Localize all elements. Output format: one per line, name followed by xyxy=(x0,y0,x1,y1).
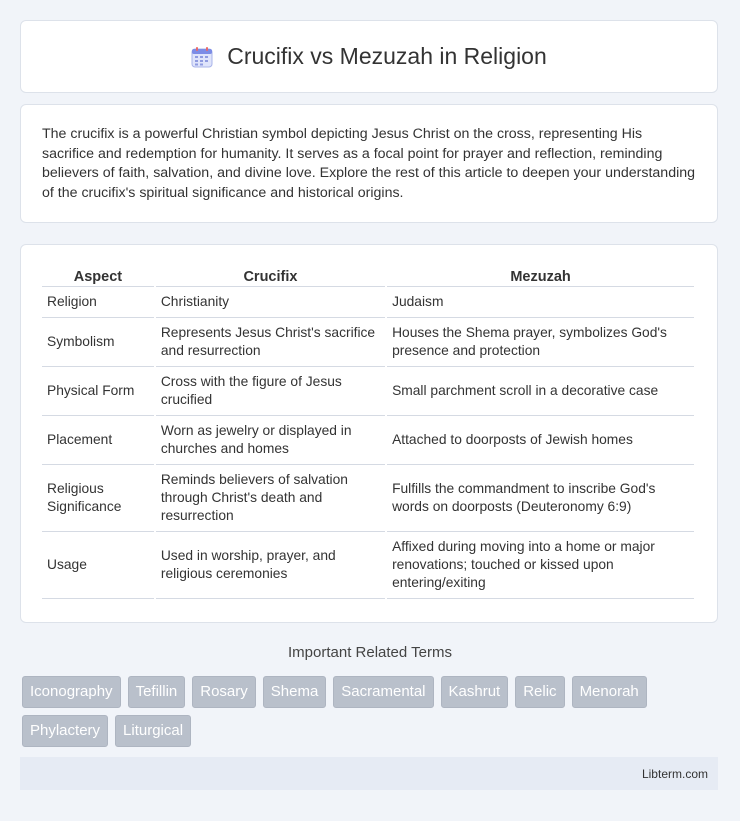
table-header-row xyxy=(42,265,694,287)
related-term-tag[interactable]: Relic xyxy=(515,676,564,708)
related-term-tag[interactable]: Kashrut xyxy=(441,676,509,708)
aspect-cell: Religion xyxy=(42,287,154,318)
intro-text: The crucifix is a powerful Christian symbol depicting Jesus Christ on the cross, representing His sacrifice and redemption for humanity. It serves as a focal point for prayer and reflection, reminding believers of faith, salvation, and divine love. Explore the rest of this article to deepen your understanding of the crucifix's spiritual significance and historical origins. xyxy=(42,126,696,201)
related-term-tag[interactable]: Liturgical xyxy=(115,715,191,747)
column-header: Mezuzah xyxy=(387,265,694,287)
mezuzah-cell: Judaism xyxy=(387,287,694,318)
mezuzah-cell: Houses the Shema prayer, symbolizes God's presence and protection xyxy=(387,318,694,367)
crucifix-cell: Christianity xyxy=(156,287,385,318)
intro-card xyxy=(20,104,718,223)
mezuzah-cell: Fulfills the commandment to inscribe God's words on doorposts (Deuteronomy 6:9) xyxy=(387,465,694,532)
aspect-cell: Symbolism xyxy=(42,318,154,367)
crucifix-cell: Represents Jesus Christ's sacrifice and resurrection xyxy=(156,318,385,367)
related-terms-list xyxy=(22,676,722,754)
table-row xyxy=(42,465,694,532)
aspect-cell: Physical Form xyxy=(42,367,154,416)
comparison-card xyxy=(20,244,718,623)
title-card xyxy=(20,20,718,93)
table-row xyxy=(42,532,694,599)
column-header: Crucifix xyxy=(156,265,385,287)
table-row xyxy=(42,287,694,318)
comparison-table xyxy=(40,265,696,599)
crucifix-cell: Used in worship, prayer, and religious ceremonies xyxy=(156,532,385,599)
aspect-cell: Usage xyxy=(42,532,154,599)
page-title: Crucifix vs Mezuzah in Religion xyxy=(227,43,547,69)
footer-site-link[interactable]: Libterm.com xyxy=(641,767,708,781)
related-term-tag[interactable]: Tefillin xyxy=(128,676,186,708)
related-term-tag[interactable]: Sacramental xyxy=(333,676,433,708)
calendar-icon xyxy=(191,46,213,68)
related-term-tag[interactable]: Rosary xyxy=(192,676,256,708)
footer xyxy=(20,757,718,790)
mezuzah-cell: Attached to doorposts of Jewish homes xyxy=(387,416,694,465)
crucifix-cell: Reminds believers of salvation through Christ's death and resurrection xyxy=(156,465,385,532)
related-term-tag[interactable]: Phylactery xyxy=(22,715,108,747)
crucifix-cell: Worn as jewelry or displayed in churches and homes xyxy=(156,416,385,465)
mezuzah-cell: Affixed during moving into a home or major renovations; touched or kissed upon entering/exiting xyxy=(387,532,694,599)
related-term-tag[interactable]: Menorah xyxy=(572,676,647,708)
aspect-cell: Religious Significance xyxy=(42,465,154,532)
related-terms-title: Important Related Terms xyxy=(288,644,452,661)
aspect-cell: Placement xyxy=(42,416,154,465)
related-term-tag[interactable]: Shema xyxy=(263,676,327,708)
crucifix-cell: Cross with the figure of Jesus crucified xyxy=(156,367,385,416)
table-row xyxy=(42,416,694,465)
table-row xyxy=(42,318,694,367)
column-header: Aspect xyxy=(42,265,154,287)
table-row xyxy=(42,367,694,416)
mezuzah-cell: Small parchment scroll in a decorative case xyxy=(387,367,694,416)
related-term-tag[interactable]: Iconography xyxy=(22,676,121,708)
